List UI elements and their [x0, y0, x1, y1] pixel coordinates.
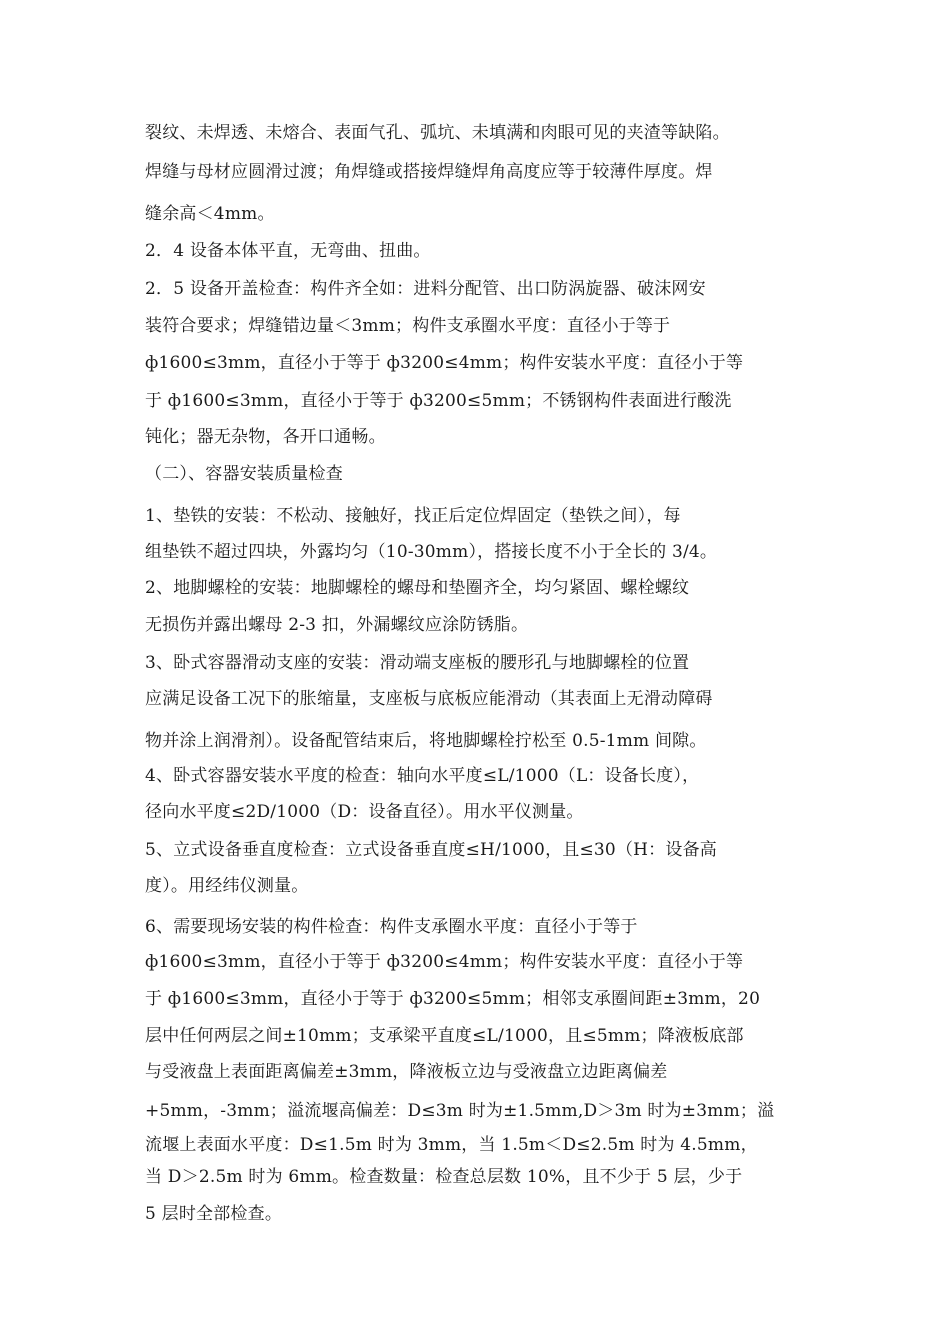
text-line: ф1600≤3mm，直径小于等于 ф3200≤4mm；构件安装水平度：直径小于等 [145, 952, 744, 972]
text-line: +5mm，-3mm；溢流堰高偏差：D≤3m 时为±1.5mm,D＞3m 时为±3mm；溢 [145, 1101, 775, 1121]
text-line: 1、垫铁的安装：不松动、接触好，找正后定位焊固定（垫铁之间），每 [145, 506, 681, 526]
text-line: 缝余高＜4mm。 [145, 204, 275, 224]
text-line: 3、卧式容器滑动支座的安装：滑动端支座板的腰形孔与地脚螺栓的位置 [145, 653, 690, 673]
text-line: 物并涂上润滑剂）。设备配管结束后，将地脚螺栓拧松至 0.5-1mm 间隙。 [145, 731, 707, 751]
text-line: 5 层时全部检查。 [145, 1204, 283, 1224]
text-line: 与受液盘上表面距离偏差±3mm，降液板立边与受液盘立边距离偏差 [145, 1062, 668, 1082]
text-line: 2、地脚螺栓的安装：地脚螺栓的螺母和垫圈齐全，均匀紧固、螺栓螺纹 [145, 578, 690, 598]
text-line: 层中任何两层之间±10mm；支承梁平直度≤L/1000，且≤5mm；降液板底部 [145, 1026, 744, 1046]
text-line: 钝化；器无杂物，各开口通畅。 [145, 427, 386, 447]
text-line: 径向水平度≤2D/1000（D：设备直径）。用水平仪测量。 [145, 802, 584, 822]
text-line: 2．5 设备开盖检查：构件齐全如：进料分配管、出口防涡旋器、破沫网安 [145, 279, 706, 299]
text-line: 度）。用经纬仪测量。 [145, 876, 309, 896]
section-heading: （二）、容器安装质量检查 [145, 464, 343, 484]
text-line: ф1600≤3mm，直径小于等于 ф3200≤4mm；构件安装水平度：直径小于等 [145, 353, 744, 373]
text-line: 应满足设备工况下的胀缩量，支座板与底板应能滑动（其表面上无滑动障碍 [145, 689, 713, 709]
text-line: 于 ф1600≤3mm，直径小于等于 ф3200≤5mm；不锈钢构件表面进行酸洗 [145, 391, 732, 411]
text-line: 无损伤并露出螺母 2-3 扣，外漏螺纹应涂防锈脂。 [145, 615, 529, 635]
text-line: 4、卧式容器安装水平度的检查：轴向水平度≤L/1000（L：设备长度）， [145, 766, 700, 786]
text-line: 装符合要求；焊缝错边量＜3mm；构件支承圈水平度：直径小于等于 [145, 316, 671, 336]
text-line: 于 ф1600≤3mm，直径小于等于 ф3200≤5mm；相邻支承圈间距±3mm，20 [145, 989, 761, 1009]
text-line: 组垫铁不超过四块，外露均匀（10-30mm），搭接长度不小于全长的 3/4。 [145, 542, 718, 562]
text-line: 流堰上表面水平度：D≤1.5m 时为 3mm，当 1.5m＜D≤2.5m 时为 4.5mm， [145, 1135, 758, 1155]
text-line: 焊缝与母材应圆滑过渡；角焊缝或搭接焊缝焊角高度应等于较薄件厚度。焊 [145, 162, 713, 182]
text-line: 2．4 设备本体平直，无弯曲、扭曲。 [145, 241, 431, 261]
text-line: 裂纹、未焊透、未熔合、表面气孔、弧坑、未填满和肉眼可见的夹渣等缺陷。 [145, 123, 730, 143]
text-line: 5、立式设备垂直度检查：立式设备垂直度≤H/1000，且≤30（H：设备高 [145, 840, 717, 860]
text-line: 当 D＞2.5m 时为 6mm。检查数量：检查总层数 10%，且不少于 5 层，少于 [145, 1167, 743, 1187]
text-line: 6、需要现场安装的构件检查：构件支承圈水平度：直径小于等于 [145, 917, 638, 937]
